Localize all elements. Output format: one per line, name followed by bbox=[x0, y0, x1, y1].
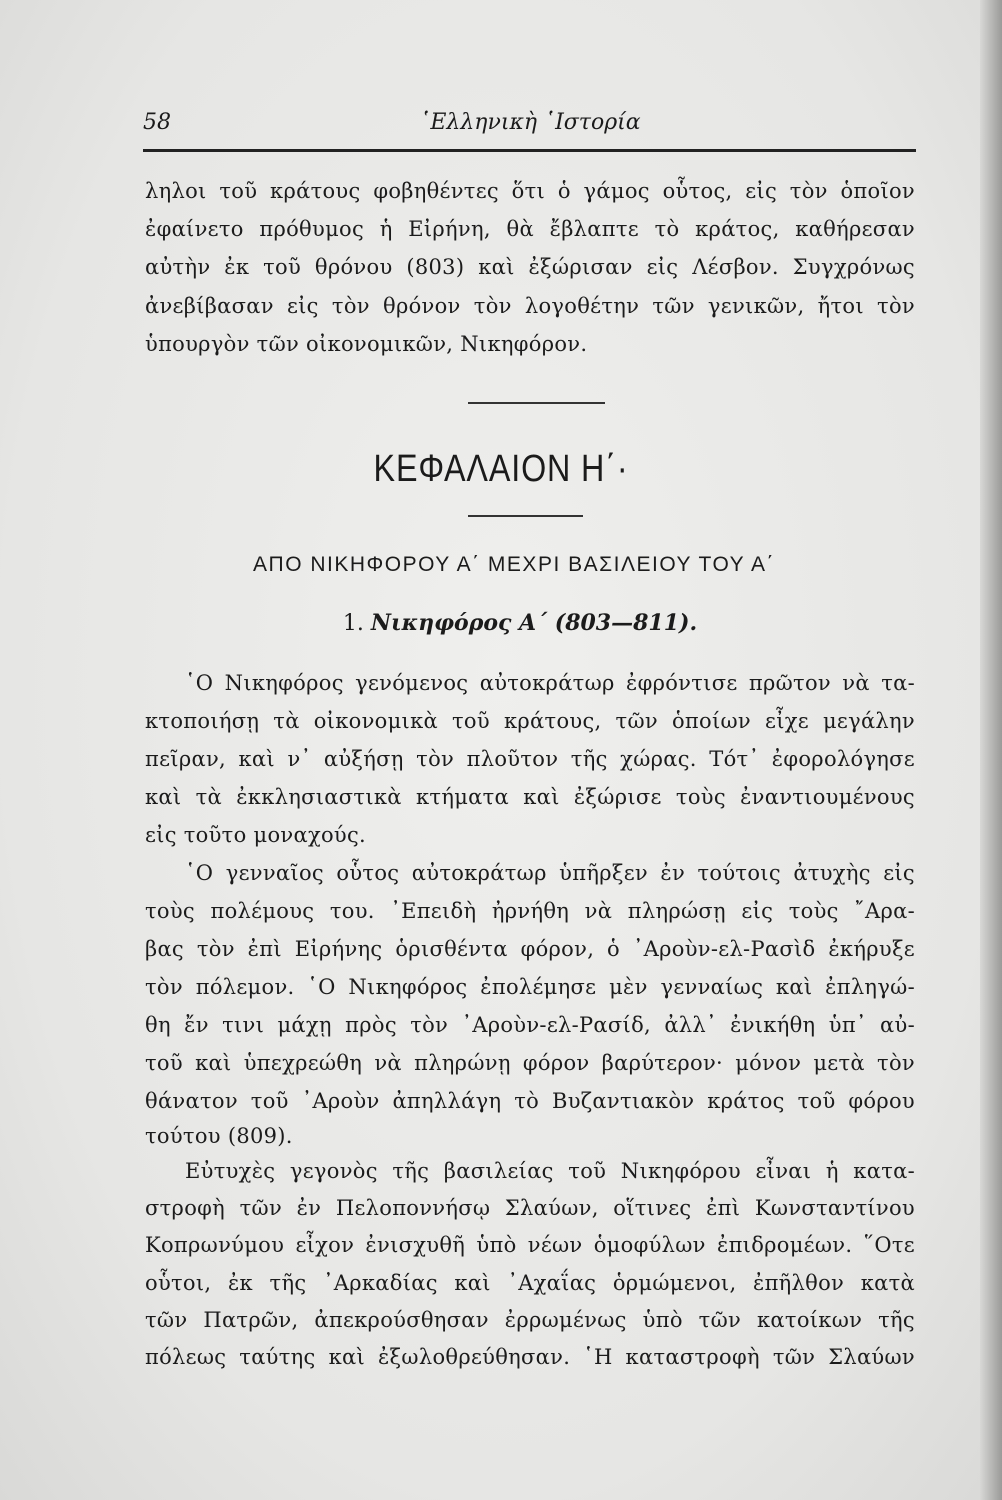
text-line: τοῦ καὶ ὑπεχρεώθη νὰ πληρώνῃ φόρον βαρύτερον· μόνον μετὰ τὸν bbox=[145, 1051, 915, 1075]
text-line: κτοποιήσῃ τὰ οἰκονομικὰ τοῦ κράτους, τῶν ὁποίων εἶχε μεγάλην bbox=[145, 709, 915, 733]
text-line: ῾Ο γενναῖος οὗτος αὐτοκράτωρ ὑπῆρξεν ἐν τούτοις ἀτυχὴς εἰς bbox=[185, 861, 915, 885]
page-number: 58 bbox=[143, 110, 171, 135]
text-line: τούτου (809). bbox=[145, 1124, 293, 1148]
section-number: 1. bbox=[342, 611, 364, 636]
text-line: πεῖραν, καὶ ν᾽ αὐξήσῃ τὸν πλοῦτον τῆς χώρας. Τότ᾽ ἐφορολόγησε bbox=[145, 747, 915, 771]
chapter-subtitle: ΑΠΟ ΝΙΚΗΦΟΡΟΥ Α΄ ΜΕΧΡΙ ΒΑΣΙΛΕΙΟΥ ΤΟΥ Α΄ bbox=[253, 553, 775, 576]
text-line: θάνατον τοῦ ᾽Αροὺν ἀπηλλάγη τὸ Βυζαντιακὸν κράτος τοῦ φόρου bbox=[145, 1089, 915, 1113]
section-title: Νικηφόρος Α΄ (803—811). bbox=[370, 610, 698, 636]
separator-rule bbox=[468, 515, 583, 517]
text-line: οὗτοι, ἐκ τῆς ᾽Αρκαδίας καὶ ᾽Αχαΐας ὁρμώμενοι, ἐπῆλθον κατὰ bbox=[145, 1271, 915, 1295]
text-line: ἀνεβίβασαν εἰς τὸν θρόνον τὸν λογοθέτην τῶν γενικῶν, ἤτοι τὸν bbox=[145, 294, 915, 318]
page-edge-shadow bbox=[980, 0, 1002, 1500]
text-line: αὐτὴν ἐκ τοῦ θρόνου (803) καὶ ἐξώρισαν εἰς Λέσβον. Συγχρόνως bbox=[145, 255, 915, 279]
text-line: τῶν Πατρῶν, ἀπεκρούσθησαν ἐρρωμένως ὑπὸ τῶν κατοίκων τῆς bbox=[145, 1308, 915, 1332]
text-line: Κοπρωνύμου εἶχον ἐνισχυθῆ ὑπὸ νέων ὁμοφύλων ἐπιδρομέων. ῞Οτε bbox=[145, 1233, 915, 1257]
text-line: ῾Ο Νικηφόρος γενόμενος αὐτοκράτωρ ἐφρόντισε πρῶτον νὰ τα- bbox=[185, 671, 915, 695]
text-line: βας τὸν ἐπὶ Εἰρήνης ὁρισθέντα φόρον, ὁ ᾽Αροὺν-ελ-Ρασὶδ ἐκήρυξε bbox=[145, 937, 915, 961]
separator-rule bbox=[468, 402, 605, 404]
text-line: θη ἔν τινι μάχῃ πρὸς τὸν ᾽Αροὺν-ελ-Ρασίδ, ἀλλ᾽ ἐνικήθη ὑπ᾽ αὐ- bbox=[145, 1013, 915, 1037]
section-heading bbox=[0, 610, 1002, 636]
text-line: Εὐτυχὲς γεγονὸς τῆς βασιλείας τοῦ Νικηφόρου εἶναι ἡ κατα- bbox=[185, 1159, 915, 1183]
text-line: καὶ τὰ ἐκκλησιαστικὰ κτήματα καὶ ἐξώρισε τοὺς ἐναντιουμένους bbox=[145, 785, 915, 809]
text-line: ληλοι τοῦ κράτους φοβηθέντες ὅτι ὁ γάμος οὗτος, εἰς τὸν ὁποῖον bbox=[145, 179, 915, 203]
text-line: τὸν πόλεμον. ῾Ο Νικηφόρος ἐπολέμησε μὲν γενναίως καὶ ἐπληγώ- bbox=[145, 975, 915, 999]
text-line: πόλεως ταύτης καὶ ἐξωλοθρεύθησαν. ῾Η καταστροφὴ τῶν Σλαύων bbox=[145, 1345, 915, 1369]
text-line: ἐφαίνετο πρόθυμος ἡ Εἰρήνη, θὰ ἔβλαπτε τὸ κράτος, καθήρεσαν bbox=[145, 217, 915, 241]
chapter-title: ΚΕΦΑΛΑΙΟΝ Η΄· bbox=[373, 448, 629, 490]
header-rule bbox=[143, 149, 916, 152]
text-line: εἰς τοῦτο μοναχούς. bbox=[145, 823, 367, 847]
text-line: ὑπουργὸν τῶν οἰκονομικῶν, Νικηφόρον. bbox=[145, 332, 588, 356]
text-line: στροφὴ τῶν ἐν Πελοποννήσῳ Σλαύων, οἵτινες ἐπὶ Κωνσταντίνου bbox=[145, 1196, 915, 1220]
running-title: ῾Ελληνικὴ ῾Ιστορία bbox=[419, 110, 641, 135]
text-line: τοὺς πολέμους του. ᾽Επειδὴ ἠρνήθη νὰ πληρώσῃ εἰς τοὺς ῎Αρα- bbox=[145, 899, 915, 923]
